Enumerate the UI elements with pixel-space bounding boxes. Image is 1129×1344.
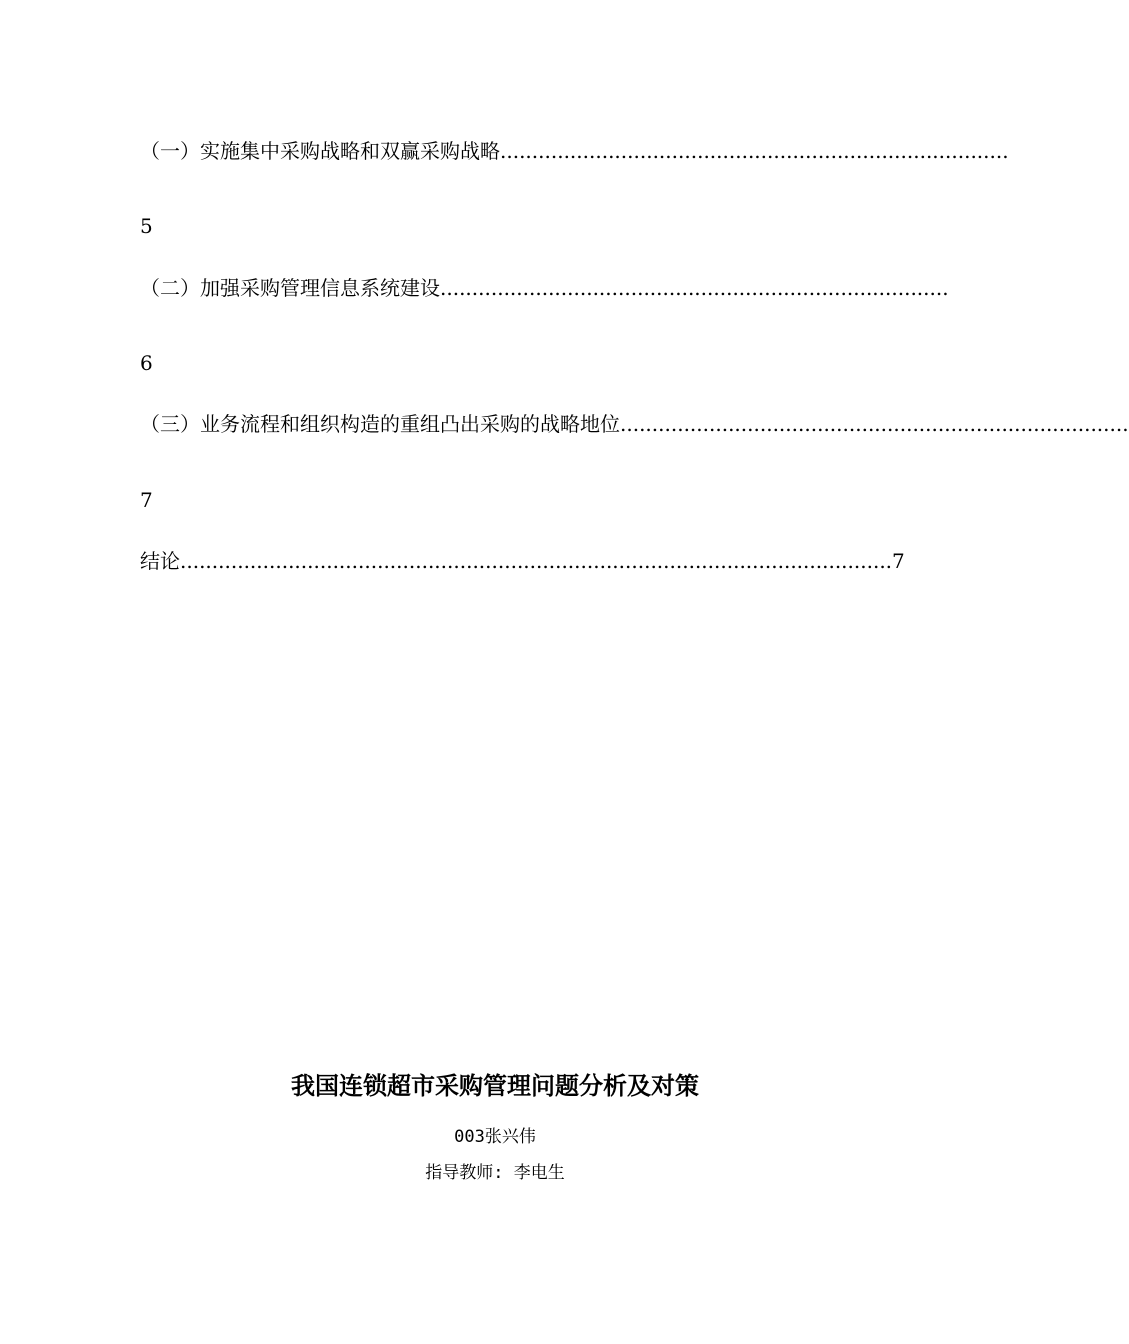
toc-entry-1-leader: ................................................................................ (500, 139, 1009, 163)
toc-entry-2-leader: ................................................................................ (440, 276, 949, 300)
paper-author: 003张兴伟 (454, 1127, 536, 1147)
toc-entry-1 (140, 136, 1009, 166)
toc-entry-conclusion (140, 546, 905, 576)
toc-entry-2 (140, 273, 949, 303)
toc-entry-3-text: （三）业务流程和组织构造的重组凸出采购的战略地位 (140, 412, 620, 436)
paper-title: 我国连锁超市采购管理问题分析及对策 (291, 1072, 699, 1100)
toc-conclusion-leader: ................................................................................................................ (180, 549, 893, 573)
toc-entry-2-text: （二）加强采购管理信息系统建设 (140, 276, 440, 300)
toc-entry-2-page: 6 (140, 351, 153, 375)
toc-entry-3-page: 7 (140, 488, 153, 512)
toc-entry-3-leader: ................................................................................ (620, 412, 1129, 436)
paper-advisor: 指导教师: 李电生 (425, 1163, 565, 1183)
toc-entry-1-text: （一）实施集中采购战略和双赢采购战略 (140, 139, 500, 163)
toc-entry-3 (140, 409, 1129, 439)
toc-entry-1-page: 5 (140, 214, 153, 238)
toc-conclusion-label: 结论 (140, 549, 180, 573)
toc-conclusion-page: 7 (892, 549, 905, 573)
